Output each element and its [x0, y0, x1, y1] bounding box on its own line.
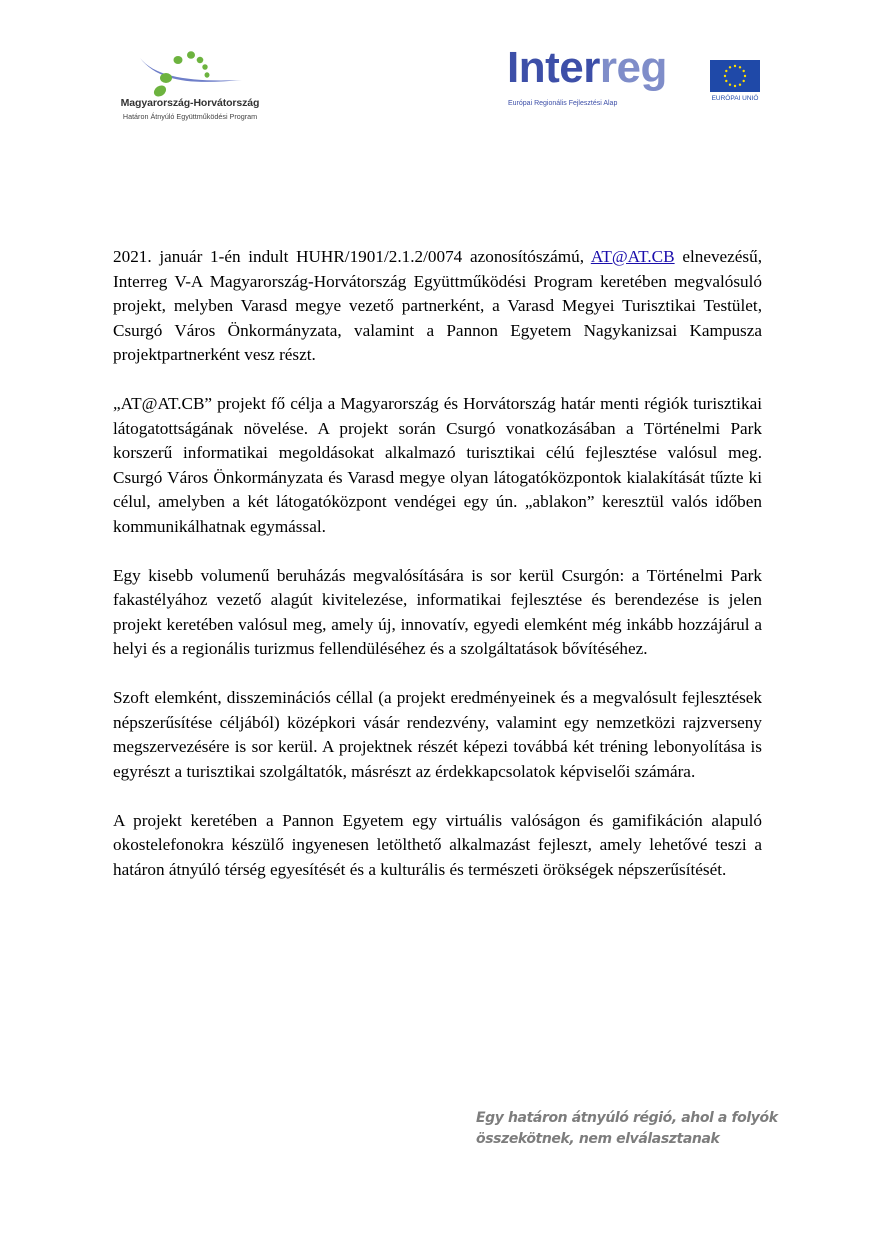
slogan-line-2: összekötnek, nem elválasztanak — [476, 1131, 720, 1147]
project-link[interactable]: AT@AT.CB — [590, 247, 675, 266]
program-name: Magyarország-Horvátország — [120, 97, 260, 109]
footstep-dot — [202, 64, 207, 70]
paragraph-1 — [113, 245, 762, 368]
paragraph-4: Szoft elemként, disszeminációs céllal (a projekt eredményeinek és a megvalósult fejlesztések népszerűsítése céljából) középkori vásár rendezvény, valamint egy nemzetközi rajzverseny megszervezésére is sor kerül. A projektnek részét képezi továbbá két tréning lebonyolítása is egyrészt a turisztikai szolgáltatók, másrészt az érdekkapcsolatok képviselői számára. — [113, 688, 762, 781]
eu-stars — [710, 60, 760, 92]
interreg-part2: reg — [599, 43, 667, 92]
p1-intro: 2021. január 1-én indult HUHR/1901/2.1.2/0074 azonosítószámú, — [113, 247, 591, 266]
eu-label: EURÓPAI UNIÓ — [711, 95, 759, 102]
footstep-dot — [174, 56, 183, 64]
document-body — [113, 245, 762, 907]
footstep-dot — [205, 72, 210, 77]
river-swoosh — [140, 58, 242, 82]
interreg-wordmark — [507, 43, 667, 92]
footstep-dot — [197, 57, 204, 63]
slogan-line-1: Egy határon átnyúló régió, ahol a folyók — [476, 1110, 778, 1126]
fund-name: Európai Regionális Fejlesztési Alap — [508, 100, 618, 107]
program-subtitle: Határon Átnyúló Együttműködési Program — [122, 112, 258, 121]
p1-rest: elnevezésű, Interreg V-A Magyarország-Horvátország Együttműködési Program keretében megvalósuló projekt, melyben Varasd megye vezető partnerként, a Varasd Megyei Turisztikai Testület, Csurgó Város Önkormányzata, valamint a Pannon Egyetem Nagykanizsai Kampusza projektpartnerként vesz részt. — [113, 247, 763, 364]
interreg-part1: Inter — [507, 43, 600, 92]
footstep-dot — [160, 73, 172, 83]
footsteps-river-logo — [138, 44, 248, 99]
paragraph-5: A projekt keretében a Pannon Egyetem egy virtuális valóságon és gamifikáción alapuló okostelefonokra készülő ingyenesen letölthető alkalmazást fejleszt, amely lehetővé teszi a határon átnyúló térség egyesítését és a kulturális és természeti örökségek népszerűsítését. — [113, 810, 762, 879]
interreg-logo — [505, 43, 765, 122]
paragraph-2: „AT@AT.CB” projekt fő célja a Magyarország és Horvátország határ menti régiók turisztikai látogatottságának növelése. A projekt során Csurgó vonatkozásában a Történelmi Park korszerű informatikai megoldásokat alkalmazó turisztikai célú fejlesztése valósul meg. Csurgó Város Önkormányzata és Varasd megye olyan látogatóközpontok kialakítását tűzte ki célul, amelyben a két látogatóközpont vendégei egy ún. „ablakon” keresztül valós időben kommunikálhatnak egymással. — [113, 394, 762, 536]
eu-flag-icon — [710, 60, 760, 92]
program-logo — [110, 40, 270, 125]
footer-slogan — [476, 1108, 778, 1150]
paragraph-3: Egy kisebb volumenű beruházás megvalósítására is sor kerül Csurgón: a Történelmi Park fakastélyához vezető alagút kivitelezése, informatikai fejlesztése és berendezése is jelen projekt keretében valósul meg, amely új, innovatív, egyedi elemként még inkább hozzájárul a helyi és a regionális turizmus fellendüléséhez és a szolgáltatások bővítéséhez. — [113, 565, 762, 658]
footstep-dot — [187, 51, 195, 59]
